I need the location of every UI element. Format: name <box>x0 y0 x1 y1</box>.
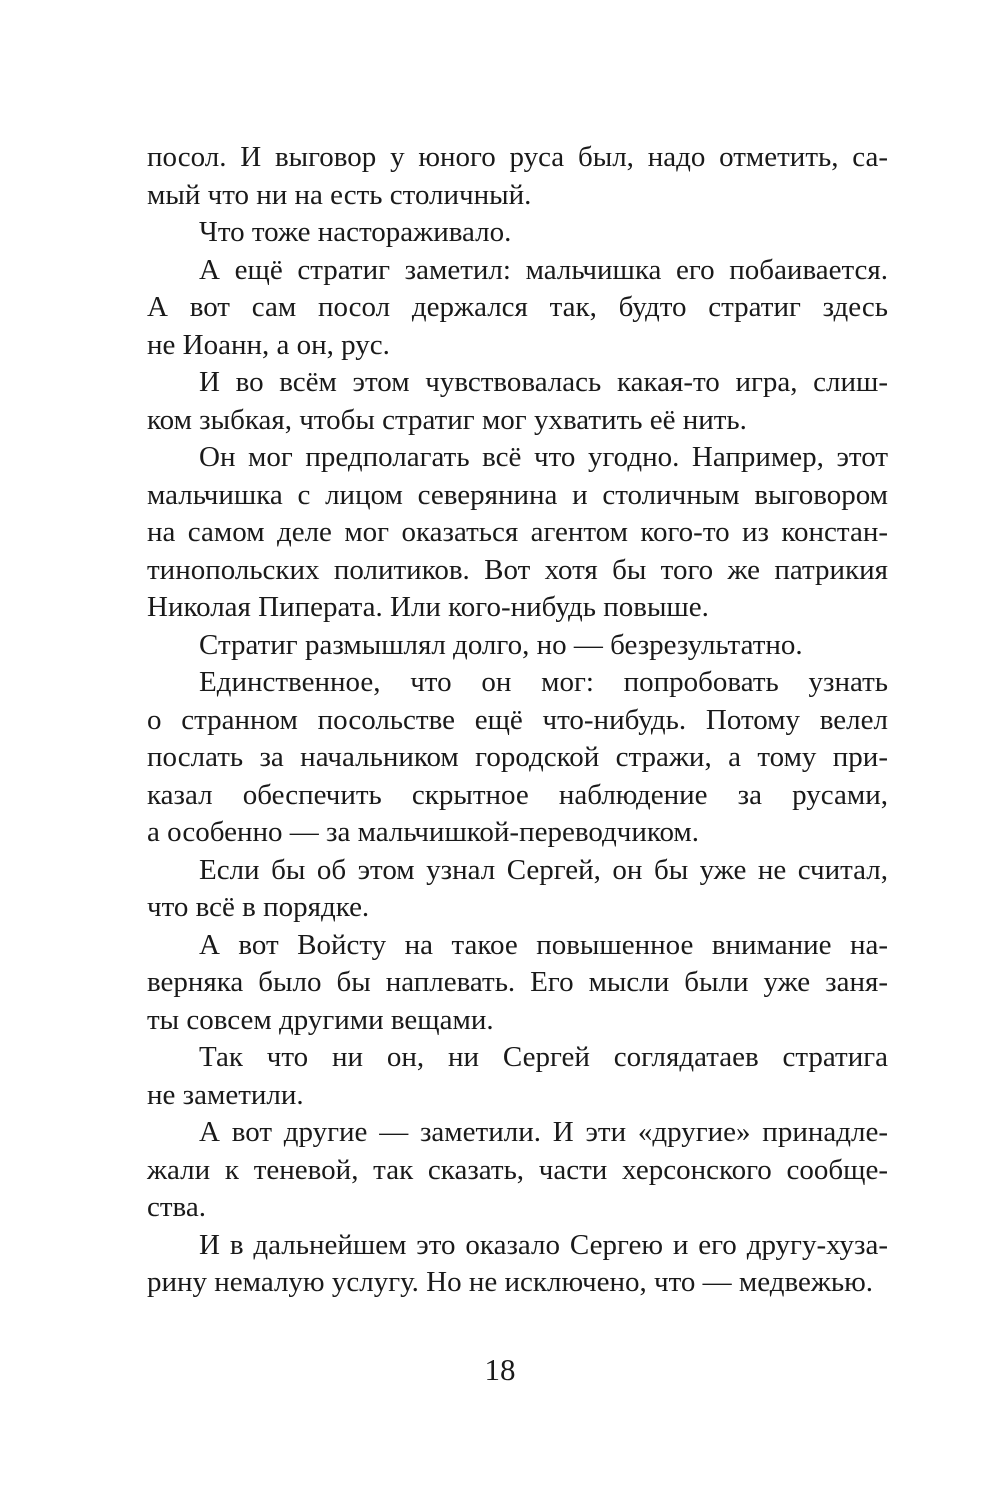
text-line: Если бы об этом узнал Сергей, он бы уже не считал, <box>199 853 888 886</box>
text-line: что всё в порядке. <box>147 891 370 923</box>
page-number: 18 <box>484 1352 516 1387</box>
text-line: о странном посольстве ещё что-нибудь. Потому велел <box>147 703 888 736</box>
paragraph <box>147 439 888 627</box>
text-line: Так что ни он, ни Сергей соглядатаев стратига <box>199 1041 888 1073</box>
text-line: А вот другие — заметили. И эти «другие» принадле- <box>199 1116 888 1148</box>
paragraph <box>147 1227 888 1302</box>
text-line: И в дальнейшем это оказало Сергею и его другу-хуза- <box>199 1228 888 1261</box>
text-line: на самом деле мог оказаться агентом кого-то из констан- <box>147 516 888 548</box>
text-line: Что тоже настораживало. <box>199 216 512 248</box>
text-line: верняка было бы наплевать. Его мысли были уже заня- <box>147 966 888 998</box>
text-line: жали к теневой, так сказать, части херсонского сообще- <box>147 1153 888 1186</box>
paragraph <box>147 1114 888 1227</box>
text-line: Стратиг размышлял долго, но — безрезультатно. <box>199 628 803 661</box>
paragraph <box>147 927 888 1040</box>
text-line: казал обеспечить скрытное наблюдение за русами, <box>147 778 888 811</box>
paragraph <box>147 852 888 927</box>
text-line: Николая Пиперата. Или кого-нибудь повыше. <box>147 591 709 623</box>
paragraph <box>147 664 888 852</box>
paragraph <box>147 214 888 252</box>
text-line: послать за начальником городской стражи, а тому при- <box>147 741 888 773</box>
text-line: ком зыбкая, чтобы стратиг мог ухватить её нить. <box>147 403 747 436</box>
text-line: ты совсем другими вещами. <box>147 1003 494 1036</box>
body-text <box>147 139 888 1302</box>
text-line: не заметили. <box>147 1078 304 1111</box>
text-line: И во всём этом чувствовалась какая-то игра, слиш- <box>199 366 888 398</box>
paragraph <box>147 252 888 365</box>
text-line: не Иоанн, а он, рус. <box>147 328 390 361</box>
text-line: ства. <box>147 1191 206 1223</box>
paragraph <box>147 627 888 665</box>
text-line: А вот Войсту на такое повышенное внимание на- <box>199 928 888 961</box>
paragraph <box>147 364 888 439</box>
text-line: Он мог предполагать всё что угодно. Например, этот <box>199 441 888 473</box>
paragraph <box>147 1039 888 1114</box>
text-line: Единственное, что он мог: попробовать узнать <box>199 666 888 698</box>
text-line: посол. И выговор у юного руса был, надо отметить, са- <box>147 141 888 173</box>
text-line: А ещё стратиг заметил: мальчишка его побаивается. <box>199 253 888 286</box>
text-line: мальчишка с лицом северянина и столичным выговором <box>147 478 888 511</box>
text-line: рину немалую услугу. Но не исключено, что — медвежью. <box>147 1266 874 1298</box>
text-line: мый что ни на есть столичный. <box>147 178 532 211</box>
paragraph <box>147 139 888 214</box>
text-line: А вот сам посол держался так, будто стратиг здесь <box>147 291 888 323</box>
text-line: а особенно — за мальчишкой-переводчиком. <box>147 816 700 848</box>
text-line: тинопольских политиков. Вот хотя бы того же патрикия <box>147 553 888 586</box>
